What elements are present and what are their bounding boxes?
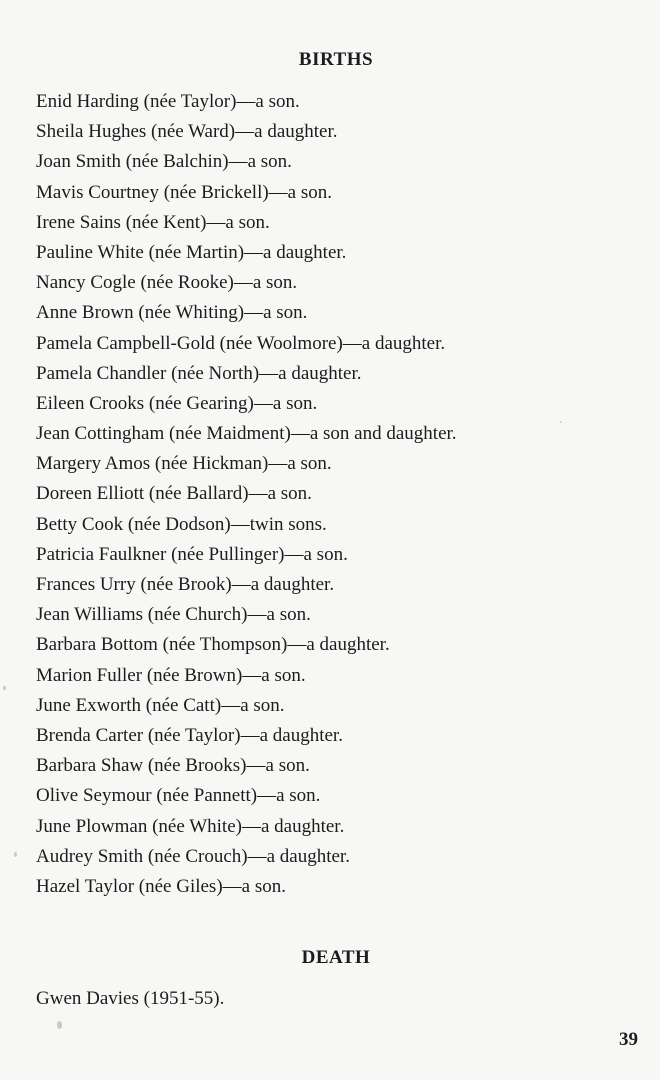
page-number: 39 [619, 1029, 638, 1050]
birth-entry: June Plowman (née White)—a daughter. [36, 815, 345, 837]
birth-entry: June Exworth (née Catt)—a son. [36, 694, 285, 716]
paper-speck [57, 1021, 62, 1029]
birth-entry: Anne Brown (née Whiting)—a son. [36, 302, 308, 324]
birth-entry: Margery Amos (née Hickman)—a son. [36, 453, 332, 475]
birth-entry: Barbara Shaw (née Brooks)—a son. [36, 755, 310, 777]
birth-entry: Pamela Chandler (née North)—a daughter. [36, 362, 362, 384]
birth-entry: Pauline White (née Martin)—a daughter. [36, 241, 347, 263]
birth-entry: Doreen Elliott (née Ballard)—a son. [36, 483, 312, 505]
birth-entry: Joan Smith (née Balchin)—a son. [36, 151, 292, 173]
birth-entry: Pamela Campbell-Gold (née Woolmore)—a daughter. [36, 332, 446, 354]
birth-entry: Mavis Courtney (née Brickell)—a son. [36, 181, 333, 203]
birth-entry: Betty Cook (née Dodson)—twin sons. [36, 513, 327, 535]
birth-entry: Nancy Cogle (née Rooke)—a son. [36, 272, 298, 294]
birth-entry: Brenda Carter (née Taylor)—a daughter. [36, 724, 343, 746]
death-entry: Gwen Davies (1951-55). [36, 988, 225, 1009]
birth-entry: Marion Fuller (née Brown)—a son. [36, 664, 306, 686]
birth-entry: Audrey Smith (née Crouch)—a daughter. [36, 845, 350, 867]
birth-entry: Patricia Faulkner (née Pullinger)—a son. [36, 543, 348, 565]
births-heading: BIRTHS [298, 49, 374, 70]
births-list [36, 87, 457, 902]
birth-entry: Sheila Hughes (née Ward)—a daughter. [36, 121, 338, 143]
paper-speck [14, 852, 17, 857]
birth-entry: Hazel Taylor (née Giles)—a son. [36, 875, 286, 897]
birth-entry: Frances Urry (née Brook)—a daughter. [36, 574, 335, 595]
birth-entry: Jean Cottingham (née Maidment)—a son and daughter. [36, 423, 457, 445]
birth-entry: Olive Seymour (née Pannett)—a son. [36, 785, 321, 807]
birth-entry: Eileen Crooks (née Gearing)—a son. [36, 392, 318, 414]
birth-entry: Jean Williams (née Church)—a son. [36, 604, 311, 626]
paper-speck [560, 421, 562, 423]
birth-entry: Irene Sains (née Kent)—a son. [36, 211, 270, 233]
death-heading: DEATH [301, 947, 371, 968]
paper-speck [3, 686, 6, 690]
birth-entry: Enid Harding (née Taylor)—a son. [36, 91, 300, 112]
birth-entry: Barbara Bottom (née Thompson)—a daughter. [36, 634, 390, 656]
